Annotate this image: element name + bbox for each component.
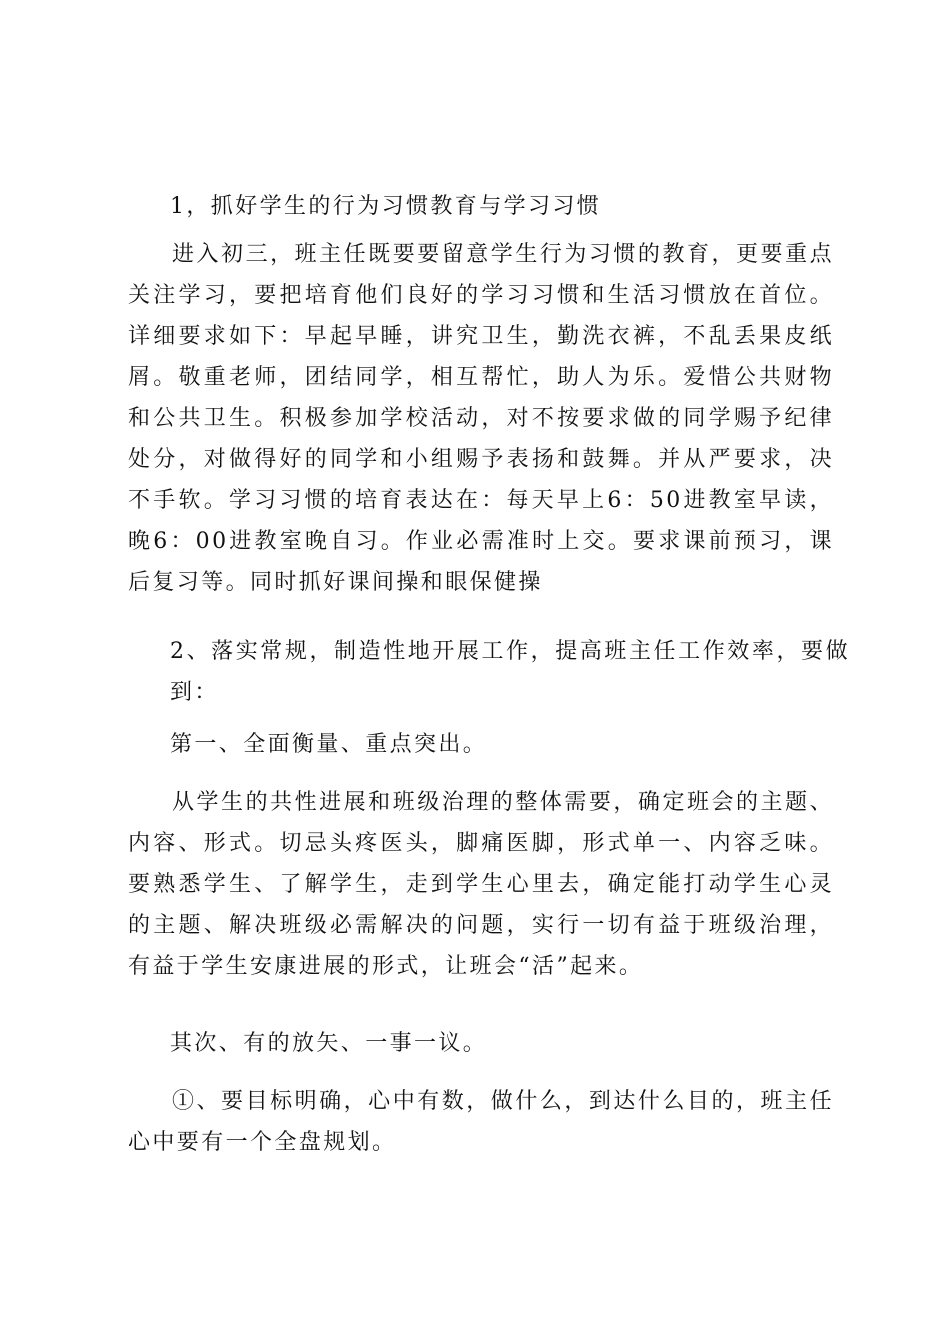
paragraph-class-meeting: 从学生的共性进展和班级治理的整体需要，确定班会的主题、内容、形式。切忌头疼医头，脚痛医脚，形式单一、内容乏味。要熟悉学生、了解学生，走到学生心里去，确定能打动学生心灵的主题、解决班级必需解决的问题，实行一切有益于班级治理，有益于学生安康进展的形式，让班会“活”起来。 <box>128 790 834 979</box>
subheading-first: 第一、全面衡量、重点突出。 <box>170 732 488 757</box>
paragraph-habits: 进入初三，班主任既要要留意学生行为习惯的教育，更要重点关注学习，要把培育他们良好的学习习惯和生活习惯放在首位。详细要求如下：早起早睡，讲究卫生，勤洗衣裤，不乱丢果皮纸屑。敬重老师，团结同学，相互帮忙，助人为乐。爱惜公共财物和公共卫生。积极参加学校活动，对不按要求做的同学赐予纪律处分，对做得好的同学和小组赐予表扬和鼓舞。并从严要求，决不手软。学习习惯的培育表达在：每天早上6：50进教室早读，晚6：00进教室晚自习。作业必需准时上交。要求课前预习，课后复习等。同时抓好课间操和眼保健操 <box>128 242 834 595</box>
paragraph-goal: ①、要目标明确，心中有数，做什么，到达什么目的，班主任心中要有一个全盘规划。 <box>128 1089 834 1155</box>
section-heading-2: 2、落实常规，制造性地开展工作，提高班主任工作效率，要做到： <box>170 639 850 705</box>
subheading-second: 其次、有的放矢、一事一议。 <box>170 1031 488 1056</box>
section-heading-1: 1，抓好学生的行为习惯教育与学习习惯 <box>170 194 602 219</box>
